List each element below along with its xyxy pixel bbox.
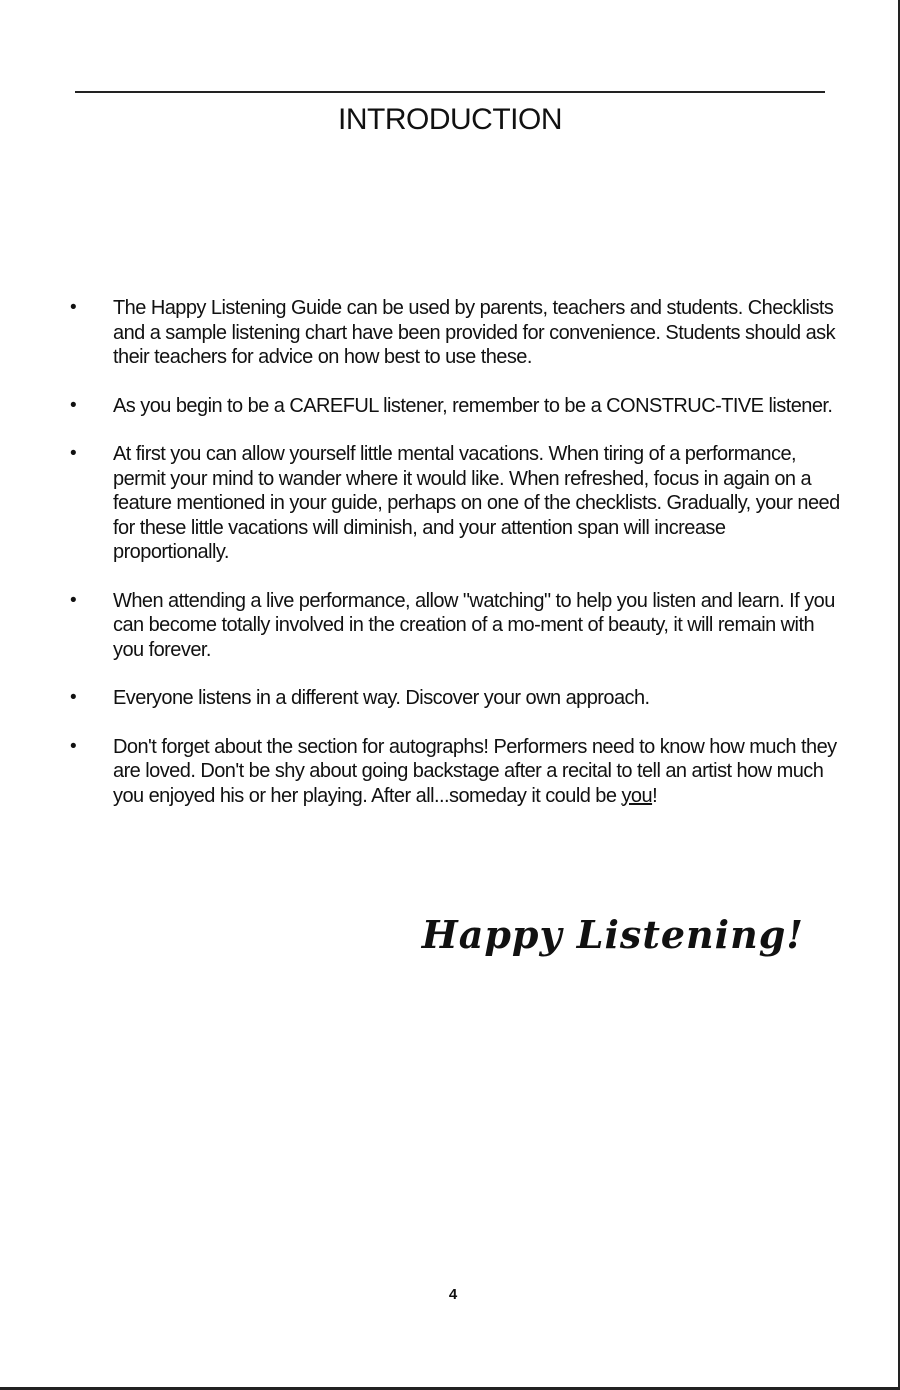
list-item-text: At first you can allow yourself little mental vacations. When tiring of a performance, permit your mind to wander where it would like. When refreshed, focus in again on a feature mentioned in your guide, perhaps on one of the checklists. Gradually, your need for these little vacations will diminish, and your attention span will increase proportionally. bbox=[113, 443, 840, 563]
list-item-text: As you begin to be a CAREFUL listener, remember to be a CONSTRUC-TIVE listener. bbox=[113, 394, 833, 417]
list-item-text bbox=[113, 735, 843, 809]
underlined-word: you bbox=[621, 784, 653, 807]
page-number: 4 bbox=[448, 1286, 458, 1303]
bullet-icon: • bbox=[70, 297, 77, 318]
bullet-icon: • bbox=[70, 735, 77, 757]
signoff-script: Happy Listening! bbox=[421, 912, 804, 957]
list-item-text: When attending a live performance, allow "watching" to help you listen and learn. If you can become totally involved in the creation of a mo-ment of beauty, it will remain with you forever. bbox=[113, 589, 835, 661]
list-item-text-part: ! bbox=[652, 784, 658, 807]
list-item bbox=[0, 442, 900, 565]
top-rule bbox=[75, 91, 825, 93]
bullet-icon: • bbox=[70, 589, 77, 611]
bullet-icon: • bbox=[70, 687, 77, 708]
bullet-icon: • bbox=[70, 443, 77, 464]
list-item bbox=[0, 735, 900, 809]
bullet-list bbox=[0, 296, 900, 832]
bullet-icon: • bbox=[70, 394, 77, 416]
list-item bbox=[0, 589, 900, 663]
list-item bbox=[0, 394, 900, 419]
list-item-text-part: Don't forget about the section for autographs! Performers need to know how much they are loved. Don't be shy about going backstage after a recital to tell an artist how much you enjoyed his or her playing. After all...someday it could be bbox=[113, 735, 837, 807]
list-item bbox=[0, 686, 900, 711]
list-item-text: The Happy Listening Guide can be used by parents, teachers and students. Checklists and a sample listening chart have been provided for convenience. Students should ask their teachers for advice on how best to use these. bbox=[113, 297, 836, 368]
list-item-text: Everyone listens in a different way. Discover your own approach. bbox=[113, 687, 650, 709]
page-title: INTRODUCTION bbox=[338, 103, 562, 136]
list-item bbox=[0, 296, 900, 370]
